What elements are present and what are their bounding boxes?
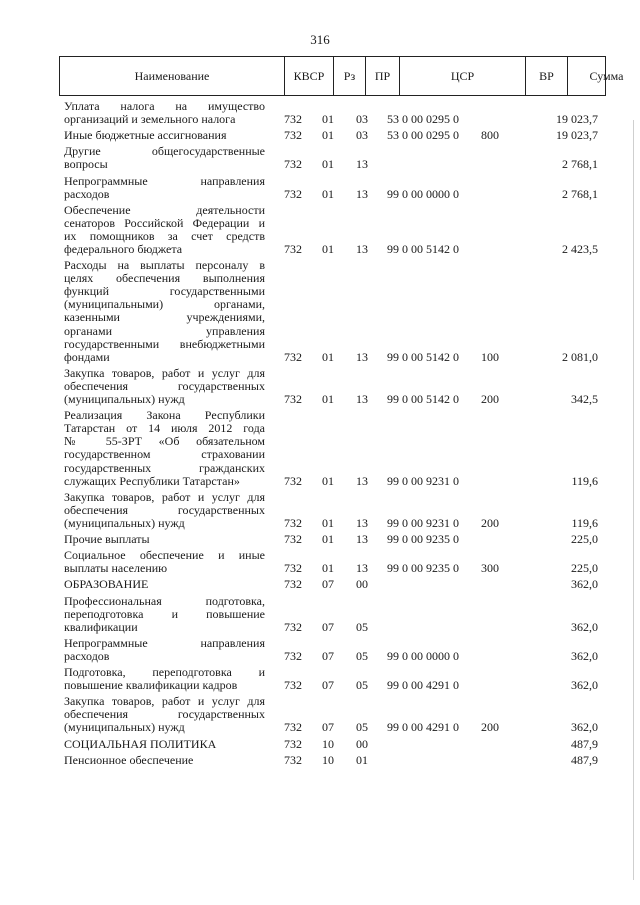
col-rz: 01 xyxy=(322,112,334,127)
row-name-line: Непрограммные направления xyxy=(64,635,265,650)
col-sum: 487,9 xyxy=(571,752,598,767)
col-csr: 99 0 00 9235 0 xyxy=(387,532,459,547)
table-row xyxy=(0,578,640,591)
col-csr: 53 0 00 0295 0 xyxy=(387,128,459,143)
col-csr: 99 0 00 4291 0 xyxy=(387,678,459,693)
col-sum: 342,5 xyxy=(571,392,598,407)
row-name-line: обеспечения государственных xyxy=(64,378,265,393)
col-rz: 07 xyxy=(322,577,334,592)
row-name-line: расходов xyxy=(64,648,110,663)
row-name-line: переподготовка и повышение xyxy=(64,606,265,621)
row-name xyxy=(64,754,265,767)
col-kvsr: 732 xyxy=(284,577,302,592)
col-kvsr: 732 xyxy=(284,736,302,751)
col-pr: 05 xyxy=(356,678,368,693)
col-sum: 225,0 xyxy=(571,532,598,547)
col-pr: 13 xyxy=(356,392,368,407)
table-row xyxy=(0,738,640,751)
row-name-line: Другие общегосударственные xyxy=(64,144,265,159)
row-name-line: государственных гражданских xyxy=(64,460,265,475)
col-sum: 487,9 xyxy=(571,736,598,751)
col-rz: 01 xyxy=(322,516,334,531)
header-vr: ВР xyxy=(525,57,567,95)
col-sum: 119,6 xyxy=(571,473,598,488)
row-name xyxy=(64,409,265,488)
col-pr: 13 xyxy=(356,532,368,547)
col-pr: 13 xyxy=(356,186,368,201)
col-sum: 19 023,7 xyxy=(556,128,598,143)
row-name xyxy=(64,595,265,634)
col-kvsr: 732 xyxy=(284,532,302,547)
row-name xyxy=(64,204,265,256)
col-kvsr: 732 xyxy=(284,349,302,364)
row-name-line: Пенсионное обеспечение xyxy=(64,752,194,767)
col-rz: 01 xyxy=(322,157,334,172)
table-row xyxy=(0,637,640,663)
col-sum: 2 081,0 xyxy=(562,349,598,364)
row-name-line: СОЦИАЛЬНАЯ ПОЛИТИКА xyxy=(64,736,217,751)
row-name xyxy=(64,578,265,591)
row-name xyxy=(64,695,265,734)
page-number: 316 xyxy=(310,32,330,47)
col-csr: 99 0 00 9235 0 xyxy=(387,561,459,576)
col-csr: 99 0 00 9231 0 xyxy=(387,516,459,531)
col-pr: 03 xyxy=(356,112,368,127)
col-rz: 01 xyxy=(322,128,334,143)
col-rz: 01 xyxy=(322,392,334,407)
table-row xyxy=(0,549,640,575)
col-pr: 03 xyxy=(356,128,368,143)
row-name-line: выплаты населению xyxy=(64,561,168,576)
row-name-line: служащих Республики Татарстан» xyxy=(64,473,240,488)
table-row xyxy=(0,533,640,546)
col-pr: 13 xyxy=(356,561,368,576)
row-name-line: фондами xyxy=(64,349,110,364)
row-name-line: (муниципальных) нужд xyxy=(64,515,185,530)
table-row xyxy=(0,666,640,692)
row-name-line: государственными внебюджетными xyxy=(64,336,265,351)
table-row xyxy=(0,145,640,171)
col-pr: 05 xyxy=(356,619,368,634)
row-name-line: государственном страховании xyxy=(64,447,265,462)
row-name-line: целях обеспечения выполнения xyxy=(64,271,265,286)
col-kvsr: 732 xyxy=(284,752,302,767)
header-rz: Рз xyxy=(333,57,365,95)
col-csr: 99 0 00 4291 0 xyxy=(387,720,459,735)
col-kvsr: 732 xyxy=(284,619,302,634)
row-name-line: Обеспечение деятельности xyxy=(64,202,265,217)
col-kvsr: 732 xyxy=(284,561,302,576)
table-row xyxy=(0,259,640,364)
row-name-line: Непрограммные направления xyxy=(64,173,265,188)
col-pr: 00 xyxy=(356,577,368,592)
col-sum: 2 768,1 xyxy=(562,186,598,201)
col-sum: 19 023,7 xyxy=(556,112,598,127)
col-rz: 10 xyxy=(322,736,334,751)
col-rz: 07 xyxy=(322,619,334,634)
col-csr: 99 0 00 0000 0 xyxy=(387,648,459,663)
col-rz: 01 xyxy=(322,532,334,547)
col-sum: 225,0 xyxy=(571,561,598,576)
col-kvsr: 732 xyxy=(284,516,302,531)
col-vr: 200 xyxy=(481,720,499,735)
col-kvsr: 732 xyxy=(284,157,302,172)
row-name xyxy=(64,259,265,364)
row-name-line: Закупка товаров, работ и услуг для xyxy=(64,365,265,380)
col-kvsr: 732 xyxy=(284,648,302,663)
row-name-line: расходов xyxy=(64,186,110,201)
row-name xyxy=(64,367,265,406)
col-csr: 99 0 00 0000 0 xyxy=(387,186,459,201)
header-name: Наименование xyxy=(134,69,210,83)
header-kvsr: КВСР xyxy=(284,57,333,95)
row-name-line: Закупка товаров, работ и услуг для xyxy=(64,489,265,504)
table-row xyxy=(0,491,640,530)
col-vr: 100 xyxy=(481,349,499,364)
row-name-line: Профессиональная подготовка, xyxy=(64,593,265,608)
row-name xyxy=(64,666,265,692)
col-kvsr: 732 xyxy=(284,392,302,407)
col-vr: 200 xyxy=(481,516,499,531)
row-name-line: организаций и земельного налога xyxy=(64,112,236,127)
col-rz: 07 xyxy=(322,648,334,663)
row-name-line: (муниципальными) органами, xyxy=(64,297,265,312)
row-name-line: квалификации xyxy=(64,619,138,634)
row-name xyxy=(64,175,265,201)
row-name-line: Социальное обеспечение и иные xyxy=(64,548,265,563)
row-name-line: обеспечения государственных xyxy=(64,502,265,517)
row-name-line: Прочие выплаты xyxy=(64,532,150,547)
col-pr: 13 xyxy=(356,473,368,488)
header-csr: ЦСР xyxy=(399,57,525,95)
col-pr: 01 xyxy=(356,752,368,767)
row-name-line: федерального бюджета xyxy=(64,241,183,256)
col-pr: 05 xyxy=(356,648,368,663)
col-pr: 13 xyxy=(356,157,368,172)
table-header xyxy=(59,56,624,96)
row-name-line: органами управления xyxy=(64,323,265,338)
col-sum: 362,0 xyxy=(571,577,598,592)
row-name-line: казенными учреждениями, xyxy=(64,310,265,325)
row-name xyxy=(64,549,265,575)
table-row xyxy=(0,695,640,734)
row-name-line: Закупка товаров, работ и услуг для xyxy=(64,694,265,709)
col-kvsr: 732 xyxy=(284,128,302,143)
col-sum: 362,0 xyxy=(571,619,598,634)
col-rz: 01 xyxy=(322,349,334,364)
col-vr: 800 xyxy=(481,128,499,143)
row-name-line: (муниципальных) нужд xyxy=(64,720,185,735)
header-sum: Сумма xyxy=(567,57,640,95)
col-vr: 300 xyxy=(481,561,499,576)
row-name-line: обеспечения государственных xyxy=(64,707,265,722)
col-csr: 99 0 00 5142 0 xyxy=(387,392,459,407)
col-rz: 01 xyxy=(322,242,334,257)
col-kvsr: 732 xyxy=(284,186,302,201)
row-name-line: повышение квалификации кадров xyxy=(64,678,238,693)
col-vr: 200 xyxy=(481,392,499,407)
col-sum: 119,6 xyxy=(571,516,598,531)
row-name-line: их помощников за счет средств xyxy=(64,228,265,243)
row-name-line: вопросы xyxy=(64,157,108,172)
col-rz: 07 xyxy=(322,678,334,693)
col-kvsr: 732 xyxy=(284,242,302,257)
col-rz: 01 xyxy=(322,561,334,576)
col-sum: 2 423,5 xyxy=(562,242,598,257)
table-row xyxy=(0,595,640,634)
page-edge xyxy=(633,120,634,880)
col-csr: 53 0 00 0295 0 xyxy=(387,112,459,127)
row-name-line: Татарстан от 14 июля 2012 года xyxy=(64,421,265,436)
col-pr: 13 xyxy=(356,242,368,257)
table-row xyxy=(0,175,640,201)
col-pr: 13 xyxy=(356,349,368,364)
col-sum: 362,0 xyxy=(571,720,598,735)
row-name-line: функций государственными xyxy=(64,284,265,299)
row-name xyxy=(64,129,265,142)
col-kvsr: 732 xyxy=(284,473,302,488)
row-name-line: сенаторов Российской Федерации и xyxy=(64,215,265,230)
table-row xyxy=(0,204,640,256)
col-pr: 13 xyxy=(356,516,368,531)
col-rz: 07 xyxy=(322,720,334,735)
row-name xyxy=(64,100,265,126)
col-kvsr: 732 xyxy=(284,112,302,127)
col-sum: 362,0 xyxy=(571,648,598,663)
row-name-line: ОБРАЗОВАНИЕ xyxy=(64,577,149,592)
col-rz: 01 xyxy=(322,186,334,201)
row-name-line: Уплата налога на имущество xyxy=(64,99,265,113)
col-rz: 01 xyxy=(322,473,334,488)
row-name xyxy=(64,637,265,663)
col-sum: 2 768,1 xyxy=(562,157,598,172)
row-name-line: Подготовка, переподготовка и xyxy=(64,665,265,679)
col-kvsr: 732 xyxy=(284,678,302,693)
table-row xyxy=(0,754,640,767)
col-pr: 05 xyxy=(356,720,368,735)
row-name-line: № 55-ЗРТ «Об обязательном xyxy=(64,434,265,449)
table-row xyxy=(0,409,640,488)
table-row xyxy=(0,129,640,142)
row-name-line: Реализация Закона Республики xyxy=(64,408,265,423)
col-csr: 99 0 00 5142 0 xyxy=(387,242,459,257)
col-sum: 362,0 xyxy=(571,678,598,693)
row-name xyxy=(64,145,265,171)
table-row xyxy=(0,367,640,406)
col-pr: 00 xyxy=(356,736,368,751)
row-name-line: Иные бюджетные ассигнования xyxy=(64,128,227,143)
col-csr: 99 0 00 5142 0 xyxy=(387,349,459,364)
header-pr: ПР xyxy=(365,57,399,95)
row-name xyxy=(64,491,265,530)
row-name-line: Расходы на выплаты персоналу в xyxy=(64,258,265,273)
row-name-line: (муниципальных) нужд xyxy=(64,392,185,407)
col-csr: 99 0 00 9231 0 xyxy=(387,473,459,488)
col-kvsr: 732 xyxy=(284,720,302,735)
row-name xyxy=(64,533,265,546)
table-row xyxy=(0,100,640,126)
row-name xyxy=(64,738,265,751)
col-rz: 10 xyxy=(322,752,334,767)
